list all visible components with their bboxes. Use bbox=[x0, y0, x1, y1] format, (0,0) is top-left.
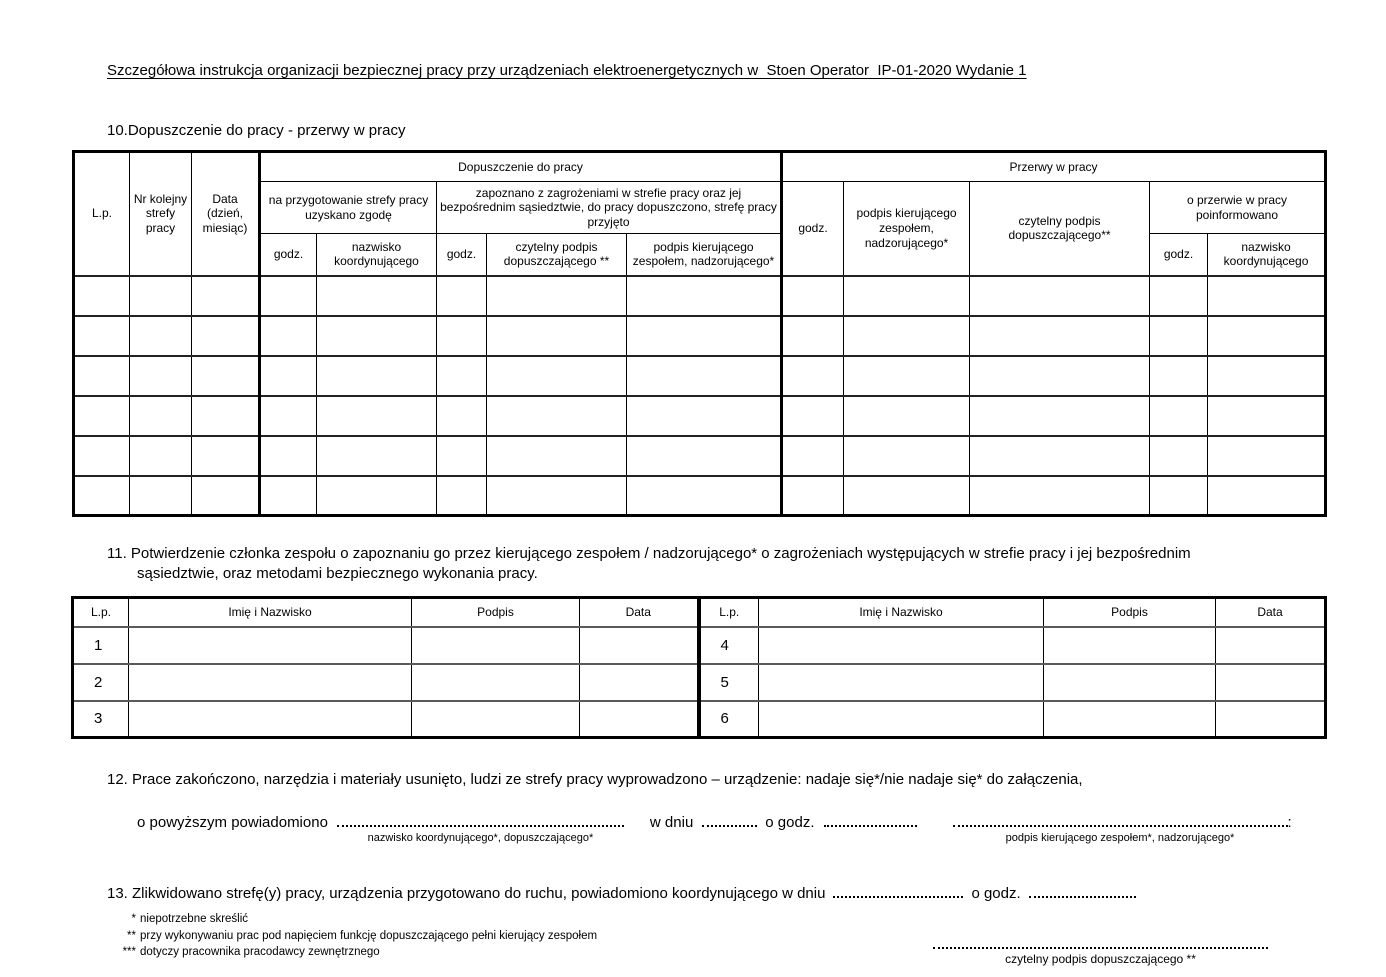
name-fill-group bbox=[337, 811, 624, 848]
footnote bbox=[112, 911, 597, 928]
fill-in-cell[interactable] bbox=[1216, 701, 1326, 738]
fill-in-cell[interactable] bbox=[1216, 627, 1326, 664]
name-fill-label: nazwisko koordynującego*, dopuszczającego* bbox=[367, 832, 594, 844]
col-header-data-right: Data bbox=[1216, 598, 1326, 627]
fill-in-cell[interactable] bbox=[260, 436, 317, 476]
group-header-dopuszczenie: Dopuszczenie do pracy bbox=[260, 152, 782, 182]
fill-in-cell[interactable] bbox=[129, 627, 412, 664]
fill-in-cell[interactable] bbox=[192, 476, 260, 516]
col-header-podpis-kierujacego: podpis kierującego zespołem, nadzorującego* bbox=[627, 234, 782, 276]
subheader-poinformowano: o przerwie w pracy poinformowano bbox=[1150, 182, 1326, 234]
fill-in-cell[interactable] bbox=[437, 436, 487, 476]
leader-signature-line[interactable] bbox=[953, 811, 1288, 827]
footer-row bbox=[112, 911, 1268, 966]
col-header-lp: L.p. bbox=[74, 152, 130, 276]
footnote bbox=[112, 944, 597, 961]
fill-in-cell[interactable] bbox=[1044, 664, 1216, 701]
fill-in-cell[interactable] bbox=[74, 396, 130, 436]
fill-in-cell[interactable] bbox=[844, 436, 970, 476]
fill-in-cell[interactable] bbox=[130, 436, 192, 476]
col-header-data-left: Data bbox=[580, 598, 699, 627]
section-10-heading: 10.Dopuszczenie do pracy - przerwy w pracy bbox=[107, 122, 406, 139]
table-row bbox=[73, 701, 1326, 738]
fill-in-cell[interactable] bbox=[437, 276, 487, 316]
col-header-czytelny-podpis: czytelny podpis dopuszczającego ** bbox=[487, 234, 627, 276]
footnote-marker: ** bbox=[127, 929, 136, 942]
fill-in-cell[interactable] bbox=[970, 276, 1150, 316]
col-header-czytelny-podpis-przerwy: czytelny podpis dopuszczającego** bbox=[970, 182, 1150, 276]
fill-in-cell[interactable] bbox=[74, 316, 130, 356]
fill-in-cell[interactable] bbox=[130, 276, 192, 316]
table-row bbox=[74, 356, 1326, 396]
col-header-nr-strefy: Nr kolejny strefy pracy bbox=[130, 152, 192, 276]
footnote-marker: * bbox=[131, 913, 136, 925]
fill-in-cell[interactable] bbox=[487, 396, 627, 436]
fill-in-cell[interactable] bbox=[1208, 356, 1326, 396]
fill-in-cell[interactable] bbox=[627, 396, 782, 436]
fill-in-cell[interactable] bbox=[437, 476, 487, 516]
table-row bbox=[74, 436, 1326, 476]
fill-in-cell[interactable] bbox=[317, 316, 437, 356]
w-dniu-label: w dniu bbox=[649, 814, 694, 831]
fill-in-cell[interactable] bbox=[1208, 396, 1326, 436]
group-header-przerwy: Przerwy w pracy bbox=[782, 152, 1326, 182]
trailing-colon: : bbox=[1287, 814, 1292, 831]
col-header-lp-right: L.p. bbox=[699, 598, 759, 627]
fill-in-cell[interactable] bbox=[1150, 316, 1208, 356]
doc-title: Szczegółowa instrukcja organizacji bezpiecznej pracy przy urządzeniach elektroenergetycznych w Stoen Operator IP-01-2020 Wydanie 1 bbox=[107, 62, 1027, 79]
fill-in-cell[interactable] bbox=[192, 396, 260, 436]
fill-in-cell[interactable] bbox=[1044, 627, 1216, 664]
fill-in-cell[interactable] bbox=[412, 664, 580, 701]
fill-in-cell[interactable] bbox=[437, 396, 487, 436]
fill-in-cell[interactable] bbox=[317, 396, 437, 436]
team-confirmation-table bbox=[71, 596, 1327, 739]
fill-in-cell[interactable] bbox=[844, 476, 970, 516]
fill-in-cell[interactable] bbox=[1150, 276, 1208, 316]
fill-in-cell[interactable] bbox=[130, 396, 192, 436]
row-number: 3 bbox=[73, 701, 129, 738]
fill-in-cell[interactable] bbox=[970, 396, 1150, 436]
permitting-signature-label: czytelny podpis dopuszczającego ** bbox=[1005, 952, 1196, 966]
fill-in-cell[interactable] bbox=[844, 316, 970, 356]
leader-signature-label: podpis kierującego zespołem*, nadzorującego* bbox=[1005, 832, 1235, 844]
time-fill-line[interactable] bbox=[824, 811, 917, 827]
row-number: 5 bbox=[699, 664, 759, 701]
col-header-podpis-right: Podpis bbox=[1044, 598, 1216, 627]
col-header-imie-right: Imię i Nazwisko bbox=[759, 598, 1044, 627]
fill-in-cell[interactable] bbox=[1216, 664, 1326, 701]
fill-in-cell[interactable] bbox=[487, 436, 627, 476]
section-12-heading: 12. Prace zakończono, narzędzia i materiały usunięto, ludzi ze strefy pracy wyprowadzono – urządzenie: nadaje się*/nie nadaje się* do załączenia, bbox=[107, 771, 1083, 788]
fill-in-cell[interactable] bbox=[627, 316, 782, 356]
fill-in-cell[interactable] bbox=[1150, 476, 1208, 516]
col-header-nazwisko-koordynujacego-2: nazwisko koordynującego bbox=[1208, 234, 1326, 276]
fill-in-cell[interactable] bbox=[627, 476, 782, 516]
fill-in-cell[interactable] bbox=[1150, 436, 1208, 476]
o-godz-label: o godz. bbox=[765, 814, 815, 831]
fill-in-cell[interactable] bbox=[844, 276, 970, 316]
fill-in-cell[interactable] bbox=[260, 276, 317, 316]
row-number: 6 bbox=[699, 701, 759, 738]
fill-in-cell[interactable] bbox=[1208, 276, 1326, 316]
table-row bbox=[73, 627, 1326, 664]
fill-in-cell[interactable] bbox=[74, 476, 130, 516]
fill-in-cell[interactable] bbox=[260, 396, 317, 436]
fill-in-cell[interactable] bbox=[759, 627, 1044, 664]
fill-in-cell[interactable] bbox=[74, 436, 130, 476]
section-13-text bbox=[107, 884, 1386, 902]
fill-in-cell[interactable] bbox=[782, 276, 844, 316]
permitting-signature-line[interactable] bbox=[933, 935, 1268, 949]
fill-in-cell[interactable] bbox=[782, 396, 844, 436]
fill-in-cell[interactable] bbox=[627, 436, 782, 476]
col-header-godz-przerwy: godz. bbox=[782, 182, 844, 276]
fill-in-cell[interactable] bbox=[129, 664, 412, 701]
row-number: 4 bbox=[699, 627, 759, 664]
fill-in-cell[interactable] bbox=[260, 476, 317, 516]
fill-in-cell[interactable] bbox=[844, 356, 970, 396]
table-row bbox=[73, 664, 1326, 701]
fill-in-cell[interactable] bbox=[130, 476, 192, 516]
fill-in-cell[interactable] bbox=[192, 316, 260, 356]
fill-in-cell[interactable] bbox=[412, 627, 580, 664]
fill-in-cell[interactable] bbox=[487, 276, 627, 316]
fill-in-cell[interactable] bbox=[970, 436, 1150, 476]
fill-in-cell[interactable] bbox=[317, 356, 437, 396]
date-fill-line[interactable] bbox=[702, 811, 757, 827]
fill-in-cell[interactable] bbox=[627, 356, 782, 396]
subheader-zgoda: na przygotowanie strefy pracy uzyskano zgodę bbox=[260, 182, 437, 234]
row-number: 2 bbox=[73, 664, 129, 701]
fill-in-cell[interactable] bbox=[260, 356, 317, 396]
row-number: 1 bbox=[73, 627, 129, 664]
fill-in-cell[interactable] bbox=[1150, 356, 1208, 396]
fill-in-cell[interactable] bbox=[317, 476, 437, 516]
col-header-nazwisko-koordynujacego-1: nazwisko koordynującego bbox=[317, 234, 437, 276]
fill-in-cell[interactable] bbox=[74, 356, 130, 396]
fill-in-cell[interactable] bbox=[192, 276, 260, 316]
fill-in-cell[interactable] bbox=[970, 356, 1150, 396]
footnote bbox=[112, 928, 597, 945]
fill-in-cell[interactable] bbox=[627, 276, 782, 316]
footnote-text: przy wykonywaniu prac pod napięciem funkcję dopuszczającego pełni kierujący zespołem bbox=[140, 929, 598, 942]
time-fill-line-13[interactable] bbox=[1029, 884, 1136, 898]
col-header-godz-1: godz. bbox=[260, 234, 317, 276]
table-row bbox=[74, 476, 1326, 516]
fill-in-cell[interactable] bbox=[1208, 316, 1326, 356]
fill-in-cell[interactable] bbox=[130, 356, 192, 396]
col-header-podpis-kierujacego-przerwy: podpis kierującego zespołem, nadzorującego* bbox=[844, 182, 970, 276]
fill-in-cell[interactable] bbox=[580, 701, 699, 738]
table-row bbox=[74, 396, 1326, 436]
col-header-lp-left: L.p. bbox=[73, 598, 129, 627]
footnotes bbox=[112, 911, 597, 961]
fill-in-cell[interactable] bbox=[1044, 701, 1216, 738]
fill-in-cell[interactable] bbox=[759, 664, 1044, 701]
date-fill-line-13[interactable] bbox=[833, 884, 963, 898]
notification-line bbox=[137, 811, 1386, 848]
fill-in-cell[interactable] bbox=[970, 316, 1150, 356]
fill-in-cell[interactable] bbox=[580, 627, 699, 664]
footnote-text: dotyczy pracownika pracodawcy zewnętrznego bbox=[140, 946, 380, 958]
fill-in-cell[interactable] bbox=[782, 436, 844, 476]
name-fill-line[interactable] bbox=[337, 811, 624, 827]
fill-in-cell[interactable] bbox=[317, 276, 437, 316]
footnote-text: niepotrzebne skreślić bbox=[140, 913, 249, 925]
footnote-marker: *** bbox=[122, 946, 136, 958]
signature-fill-group bbox=[953, 811, 1288, 848]
fill-in-cell[interactable] bbox=[1208, 436, 1326, 476]
fill-in-cell[interactable] bbox=[192, 356, 260, 396]
notified-prefix: o powyższym powiadomiono bbox=[137, 814, 328, 831]
table-row bbox=[74, 316, 1326, 356]
fill-in-cell[interactable] bbox=[759, 701, 1044, 738]
fill-in-cell[interactable] bbox=[970, 476, 1150, 516]
fill-in-cell[interactable] bbox=[260, 316, 317, 356]
work-admission-table bbox=[72, 150, 1327, 517]
fill-in-cell[interactable] bbox=[487, 316, 627, 356]
fill-in-cell[interactable] bbox=[1208, 476, 1326, 516]
fill-in-cell[interactable] bbox=[844, 396, 970, 436]
permitting-signature-block bbox=[933, 935, 1268, 966]
subheader-zapoznano: zapoznano z zagrożeniami w strefie pracy oraz jej bezpośrednim sąsiedztwie, do pracy dopuszczono, strefę pracy przyjęto bbox=[437, 182, 782, 234]
fill-in-cell[interactable] bbox=[1150, 396, 1208, 436]
fill-in-cell[interactable] bbox=[192, 436, 260, 476]
fill-in-cell[interactable] bbox=[74, 276, 130, 316]
fill-in-cell[interactable] bbox=[130, 316, 192, 356]
fill-in-cell[interactable] bbox=[437, 316, 487, 356]
fill-in-cell[interactable] bbox=[580, 664, 699, 701]
col-header-godz-2: godz. bbox=[437, 234, 487, 276]
col-header-podpis-left: Podpis bbox=[412, 598, 580, 627]
section-11-heading: 11. Potwierdzenie członka zespołu o zapoznaniu go przez kierującego zespołem / nadzorującego* o zagrożeniach występujących w strefie pracy i jej bezpośrednim sąsiedztwie, oraz metodami bezpiecznego wykonania pracy. bbox=[107, 545, 1191, 582]
fill-in-cell[interactable] bbox=[782, 316, 844, 356]
section-13-sentence: 13. Zlikwidowano strefę(y) pracy, urządzenia przygotowano do ruchu, powiadomiono koordynującego w dniu bbox=[107, 885, 826, 902]
fill-in-cell[interactable] bbox=[487, 356, 627, 396]
fill-in-cell[interactable] bbox=[437, 356, 487, 396]
col-header-godz-3: godz. bbox=[1150, 234, 1208, 276]
fill-in-cell[interactable] bbox=[412, 701, 580, 738]
o-godz-label-13: o godz. bbox=[971, 885, 1021, 902]
fill-in-cell[interactable] bbox=[782, 356, 844, 396]
col-header-data: Data (dzień, miesiąc) bbox=[192, 152, 260, 276]
table-row bbox=[74, 276, 1326, 316]
fill-in-cell[interactable] bbox=[487, 476, 627, 516]
fill-in-cell[interactable] bbox=[129, 701, 412, 738]
fill-in-cell[interactable] bbox=[317, 436, 437, 476]
fill-in-cell[interactable] bbox=[782, 476, 844, 516]
col-header-imie-left: Imię i Nazwisko bbox=[129, 598, 412, 627]
